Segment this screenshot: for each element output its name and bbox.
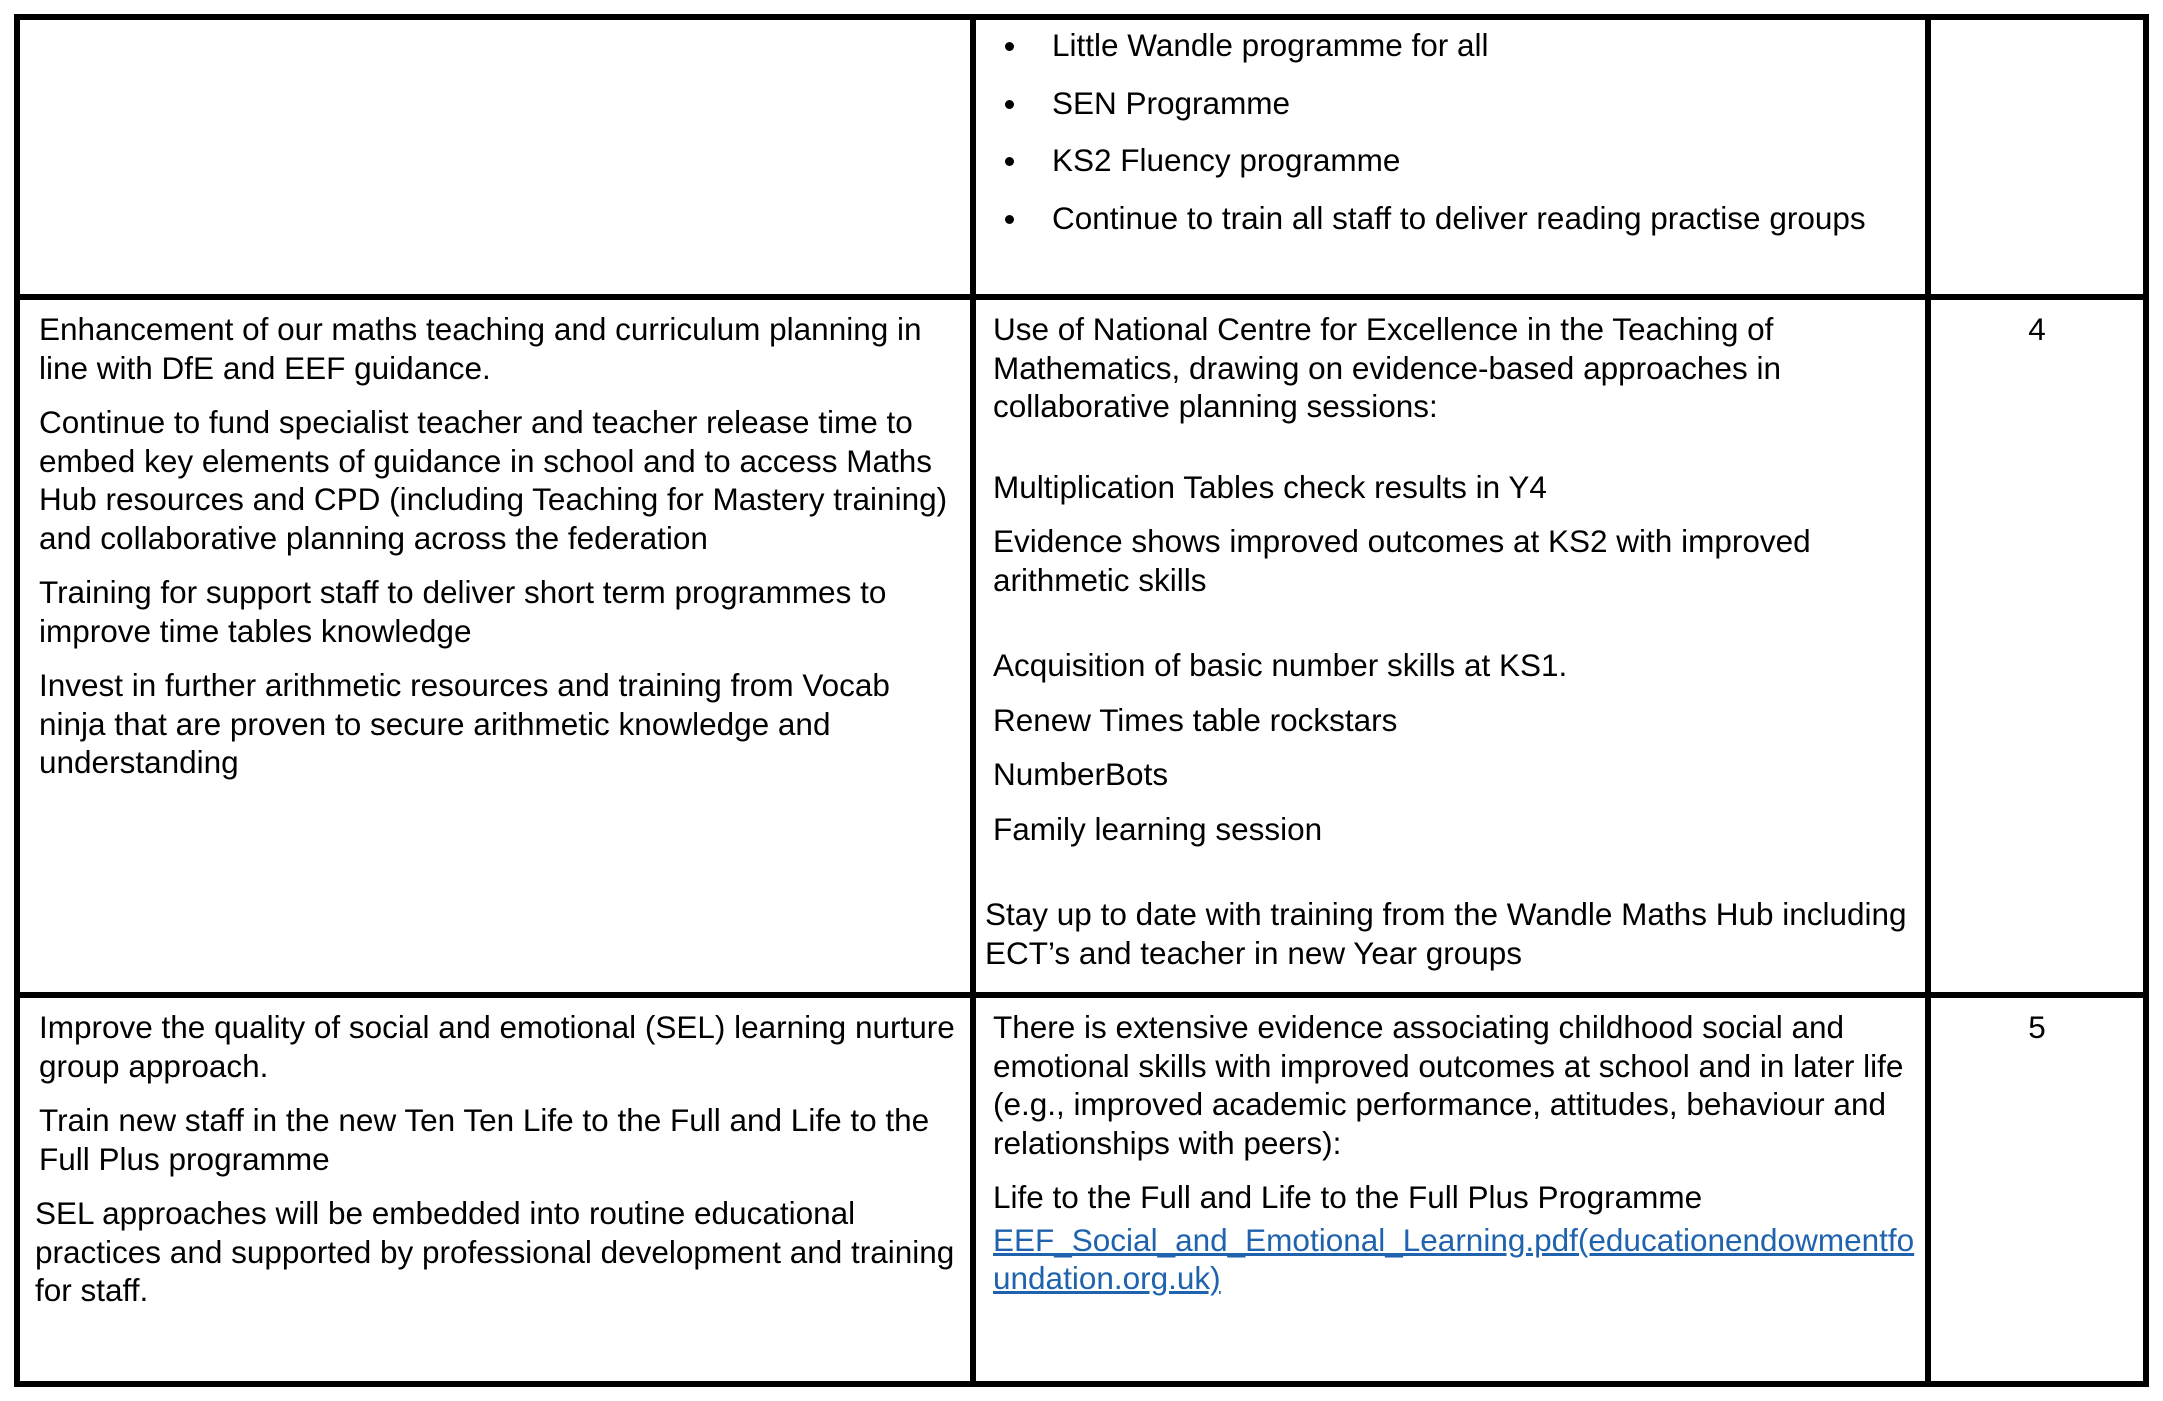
bullet-item	[1002, 84, 1902, 123]
evidence-paragraph: Acquisition of basic number skills at KS1.	[993, 647, 1568, 683]
activity-paragraph: Enhancement of our maths teaching and curriculum planning in line with DfE and EEF guidance.	[39, 311, 922, 386]
bullet-icon	[1005, 157, 1014, 166]
bullet-text: KS2 Fluency programme	[1052, 142, 1401, 178]
eef-link-paragraph	[993, 1221, 1921, 1298]
activity-paragraph: Improve the quality of social and emotional (SEL) learning nurture group approach.	[39, 1009, 955, 1084]
row3-evidence-cell	[993, 1008, 1921, 1298]
activity-paragraph: SEL approaches will be embedded into routine educational practices and supported by professional development and training for staff.	[35, 1195, 955, 1308]
evidence-paragraph: Multiplication Tables check results in Y4	[993, 468, 1547, 505]
activity-paragraph: Train new staff in the new Ten Ten Life to the Full and Life to the Full Plus programme	[39, 1102, 930, 1177]
activity-paragraph: Invest in further arithmetic resources and training from Vocab ninja that are proven to secure arithmetic knowledge and understanding	[39, 667, 890, 780]
row1-activity-cell	[20, 20, 970, 294]
challenge-number: 4	[2028, 311, 2046, 347]
bullet-text: SEN Programme	[1052, 84, 1291, 121]
column-divider-1	[970, 20, 976, 1381]
row2-challenge-cell	[1931, 310, 2143, 349]
row3-challenge-cell	[1931, 1008, 2143, 1047]
row1-evidence-cell	[1002, 26, 1902, 256]
bullet-item	[1002, 199, 1902, 238]
activity-paragraph: Training for support staff to deliver short term programmes to improve time tables knowledge	[39, 574, 887, 649]
bullet-icon	[1005, 100, 1014, 109]
bullet-text: Little Wandle programme for all	[1052, 27, 1489, 63]
evidence-paragraph: Family learning session	[993, 810, 1323, 847]
row-divider-1	[20, 294, 2143, 300]
bullet-icon	[1005, 42, 1014, 51]
row-divider-2	[20, 992, 2143, 998]
challenge-number: 5	[2028, 1009, 2046, 1045]
bullet-text: Continue to train all staff to deliver reading practise groups	[1052, 199, 1866, 236]
evidence-bullet-list	[1002, 26, 1902, 237]
evidence-paragraph: NumberBots	[993, 756, 1169, 792]
eef-sel-link[interactable]: EEF_Social_and_Emotional_Learning.pdf(educationendowmentfoundation.org.uk)	[993, 1221, 1915, 1296]
row3-activity-cell	[35, 1008, 964, 1310]
evidence-paragraph: Stay up to date with training from the Wandle Maths Hub including ECT’s and teacher in new Year groups	[985, 896, 1907, 971]
evidence-paragraph: Renew Times table rockstars	[993, 701, 1398, 738]
activity-paragraph: Continue to fund specialist teacher and teacher release time to embed key elements of guidance in school and to access Maths Hub resources and CPD (including Teaching for Mastery training) and collaborative planning across the federation	[39, 404, 948, 556]
row2-evidence-cell	[985, 310, 1921, 972]
bullet-icon	[1005, 215, 1014, 224]
evidence-paragraph: Use of National Centre for Excellence in the Teaching of Mathematics, drawing on evidence-based approaches in collaborative planning sessions:	[993, 311, 1781, 424]
bullet-item	[1002, 141, 1902, 180]
row2-activity-cell	[39, 310, 964, 782]
bullet-item	[1002, 26, 1902, 65]
evidence-paragraph: Life to the Full and Life to the Full Plus Programme	[993, 1179, 1703, 1215]
evidence-paragraph: Evidence shows improved outcomes at KS2 with improved arithmetic skills	[993, 523, 1811, 598]
evidence-paragraph: There is extensive evidence associating childhood social and emotional skills with improved outcomes at school and in later life (e.g., improved academic performance, attitudes, behaviour and relationships with peers):	[993, 1009, 1904, 1161]
strategy-table	[14, 14, 2149, 1387]
row1-challenge-cell	[1931, 20, 2143, 294]
